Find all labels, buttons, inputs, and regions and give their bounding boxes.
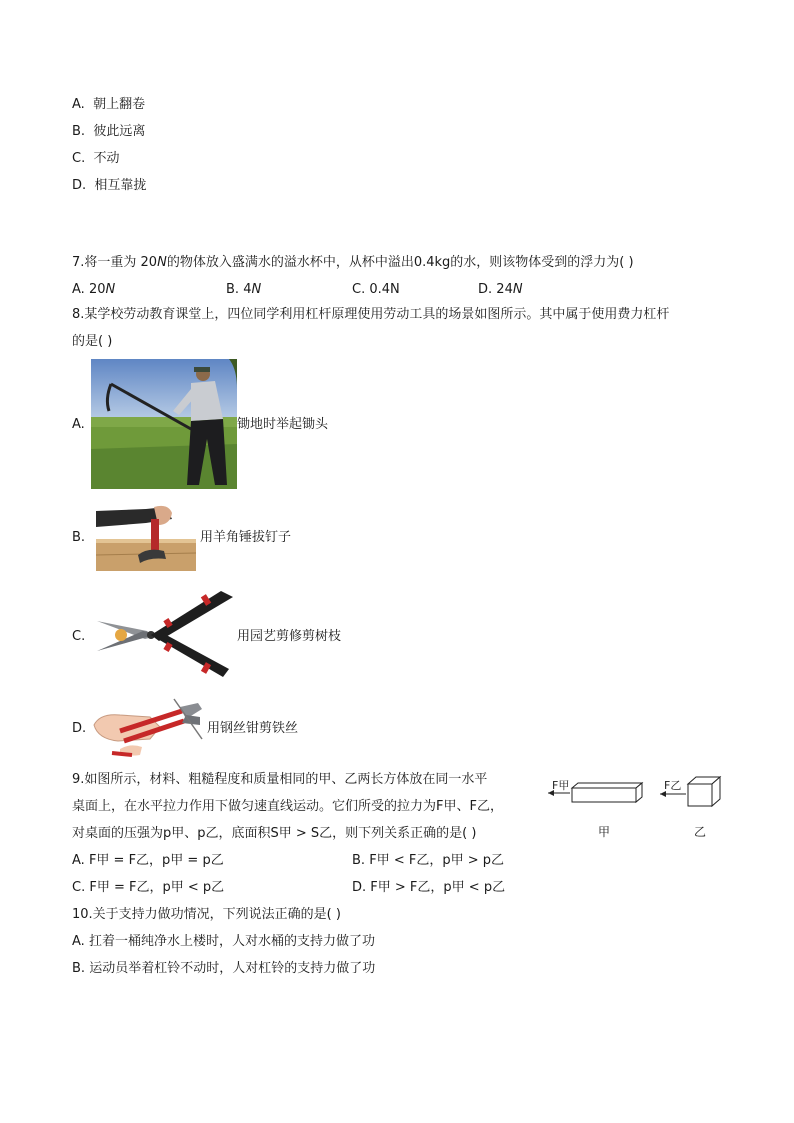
q9-option-d: D. F甲 > F乙，p甲 < p乙 <box>352 880 506 895</box>
q7-stem: 7.将一重为 20N的物体放入盛满水的溢水杯中，从杯中溢出0.4kg的水，则该物体受到的浮力为( ) <box>72 255 634 270</box>
q8-option-d-caption: 用钢丝钳剪铁丝 <box>207 721 299 736</box>
q8-stem-line1: 8.某学校劳动教育课堂上，四位同学利用杠杆原理使用劳动工具的场景如图所示。其中属于使用费力杠杆 <box>72 307 670 322</box>
q7-option-b: B. 4N <box>226 282 262 297</box>
q8-option-c-caption: 用园艺剪修剪树枝 <box>237 629 342 644</box>
q9-stem-line3: 对桌面的压强为p甲、p乙，底面积S甲 > S乙，则下列关系正确的是( ) <box>72 826 477 841</box>
pliers-photo <box>90 695 206 759</box>
force-jia-label: F甲 <box>552 779 570 792</box>
q8-option-a-letter: A. <box>72 417 85 432</box>
q6-option-b: B. 彼此远离 <box>72 124 146 139</box>
q8-option-d-letter: D. <box>72 721 87 736</box>
force-yi-label: F乙 <box>664 779 682 792</box>
q7-option-a: A. 20N <box>72 282 116 297</box>
q8-option-b-letter: B. <box>72 530 86 545</box>
q9-option-b: B. F甲 < F乙，p甲 > p乙 <box>352 853 504 868</box>
q7-option-c: C. 0.4N <box>352 282 400 297</box>
q6-option-c: C. 不动 <box>72 151 120 166</box>
q9-figure <box>540 772 730 844</box>
block-yi <box>688 777 720 806</box>
block-jia-label: 甲 <box>597 825 611 839</box>
q10-stem: 10.关于支持力做功情况，下列说法正确的是( ) <box>72 907 341 922</box>
q8-stem-line2: 的是( ) <box>72 334 113 349</box>
q7-option-d: D. 24N <box>478 282 523 297</box>
garden-shears-photo <box>95 585 237 685</box>
q6-option-d: D. 相互靠拢 <box>72 178 147 193</box>
q9-option-a: A. F甲 = F乙，p甲 = p乙 <box>72 853 224 868</box>
q6-option-a: A. 朝上翻卷 <box>72 97 146 112</box>
q8-option-c-letter: C. <box>72 629 86 644</box>
q8-option-a-caption: 锄地时举起锄头 <box>237 417 329 432</box>
q10-option-a: A. 扛着一桶纯净水上楼时，人对水桶的支持力做了功 <box>72 934 375 949</box>
q9-option-c: C. F甲 = F乙，p甲 < p乙 <box>72 880 225 895</box>
q9-stem-line2: 桌面上，在水平拉力作用下做匀速直线运动。它们所受的拉力为F甲、F乙， <box>72 799 503 814</box>
q8-option-b-caption: 用羊角锤拔钉子 <box>200 530 292 545</box>
claw-hammer-photo <box>96 503 196 571</box>
q9-stem-line1: 9.如图所示，材料、粗糙程度和质量相同的甲、乙两长方体放在同一水平 <box>72 772 488 787</box>
farmer-hoe-photo <box>91 359 237 489</box>
q10-option-b: B. 运动员举着杠铃不动时，人对杠铃的支持力做了功 <box>72 961 376 976</box>
block-jia <box>572 783 642 802</box>
block-yi-label: 乙 <box>693 825 707 839</box>
